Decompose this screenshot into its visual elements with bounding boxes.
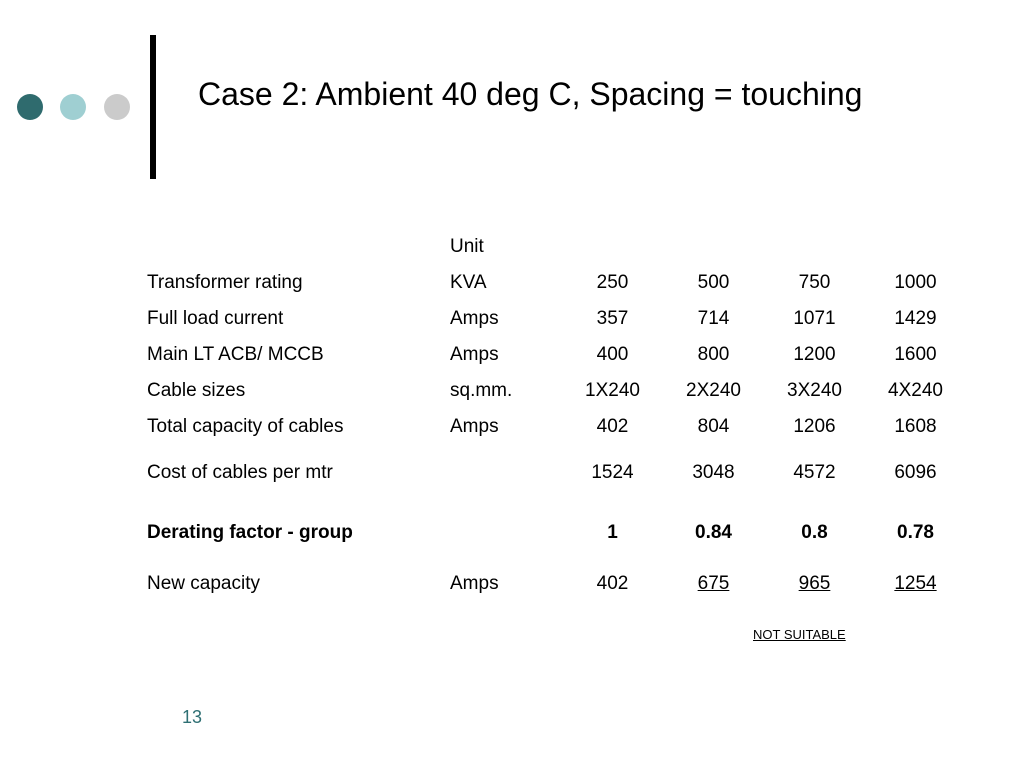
- cell-value: 750: [798, 272, 831, 293]
- cell-value: 1608: [894, 416, 937, 437]
- cell-value: 250: [596, 272, 629, 293]
- cell-value: 500: [697, 272, 730, 293]
- header-row: [140, 229, 966, 265]
- table-row-main-lt-acb: [140, 337, 966, 373]
- decorative-dot-dark: [17, 94, 43, 120]
- table-row-cable-sizes: [140, 373, 966, 409]
- row-unit: Amps: [450, 344, 499, 365]
- cell-value: 3X240: [787, 380, 842, 401]
- header-label-cell: [140, 229, 443, 265]
- row-unit: KVA: [450, 272, 487, 293]
- table-row-full-load-current: [140, 301, 966, 337]
- row-label: Cost of cables per mtr: [147, 461, 333, 483]
- table-row-transformer-rating: [140, 265, 966, 301]
- cell-value: 3048: [692, 461, 735, 483]
- row-label: Cable sizes: [147, 380, 246, 401]
- row-unit: Amps: [450, 573, 499, 594]
- cell-value: 4572: [793, 461, 836, 483]
- row-label: New capacity: [147, 573, 260, 594]
- row-unit: [443, 500, 562, 566]
- cell-value: 400: [596, 344, 629, 365]
- cell-value: 0.84: [695, 522, 732, 543]
- row-label: Total capacity of cables: [147, 416, 344, 437]
- table-row-cost-of-cables: [140, 445, 966, 500]
- cell-value: 2X240: [686, 380, 741, 401]
- row-label: Transformer rating: [147, 272, 303, 293]
- row-label: Derating factor - group: [147, 522, 353, 543]
- cell-value: 6096: [894, 461, 937, 483]
- cell-value-underlined: 675: [697, 573, 730, 594]
- cell-value-underlined: 1254: [894, 573, 937, 594]
- cell-value: 1200: [793, 344, 836, 365]
- cell-value: 1429: [894, 308, 937, 329]
- cell-value-underlined: 965: [798, 573, 831, 594]
- table-row-total-capacity: [140, 409, 966, 445]
- row-unit: sq.mm.: [450, 380, 513, 401]
- cell-value: 1X240: [585, 380, 640, 401]
- not-suitable-note: NOT SUITABLE: [753, 627, 846, 642]
- cell-value: 1: [607, 522, 618, 543]
- cable-sizing-table: [140, 229, 966, 602]
- page-number: 13: [182, 707, 203, 727]
- cell-value: 714: [697, 308, 730, 329]
- cell-value: 804: [697, 416, 730, 437]
- cell-value: 800: [697, 344, 730, 365]
- cell-value: 402: [596, 573, 629, 594]
- cell-value: 4X240: [888, 380, 943, 401]
- slide-title: Case 2: Ambient 40 deg C, Spacing = touching: [198, 76, 863, 112]
- row-label: Full load current: [147, 308, 284, 329]
- row-unit: Amps: [450, 416, 499, 437]
- title-divider-bar: [150, 35, 156, 179]
- table-row-new-capacity: [140, 566, 966, 602]
- cell-value: 1206: [793, 416, 836, 437]
- row-unit: [443, 445, 562, 500]
- cell-value: 1600: [894, 344, 937, 365]
- table-row-derating-factor: [140, 500, 966, 566]
- unit-header: Unit: [450, 236, 484, 257]
- cell-value: 1524: [591, 461, 634, 483]
- decorative-dot-light: [60, 94, 86, 120]
- cell-value: 357: [596, 308, 629, 329]
- cell-value: 402: [596, 416, 629, 437]
- row-unit: Amps: [450, 308, 499, 329]
- cell-value: 0.8: [801, 522, 828, 543]
- cell-value: 1000: [894, 272, 937, 293]
- cell-value: 1071: [793, 308, 836, 329]
- row-label: Main LT ACB/ MCCB: [147, 344, 324, 365]
- cell-value: 0.78: [897, 522, 934, 543]
- decorative-dot-grey: [104, 94, 130, 120]
